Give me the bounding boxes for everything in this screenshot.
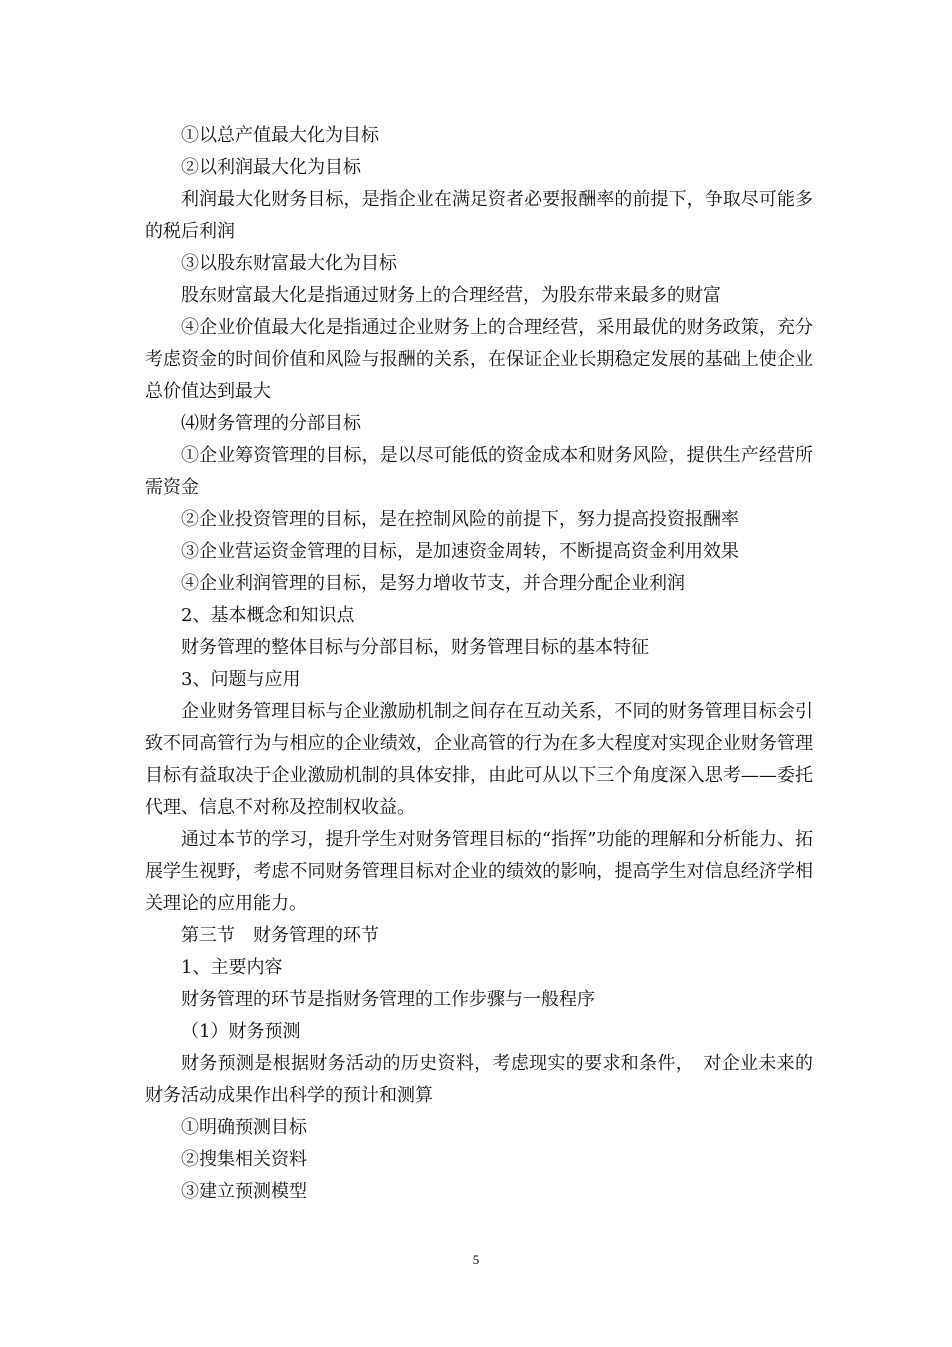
subheading-sub-goals: ⑷财务管理的分部目标: [181, 413, 361, 434]
list-item-define-target: ①明确预测目标: [181, 1117, 307, 1138]
list-item-collect-data: ②搜集相关资料: [181, 1149, 307, 1170]
paragraph-steps-def: 财务管理的环节是指财务管理的工作步骤与一般程序: [181, 989, 595, 1010]
list-item-profit-max: ②以利润最大化为目标: [181, 157, 361, 178]
list-item-financing-goal: ①企业筹资管理的目标，是以尽可能低的资金成本和财务风险，提供生产经营所需资金: [145, 445, 813, 498]
paragraph-profit-max-def: 利润最大化财务目标，是指企业在满足资者必要报酬率的前提下，争取尽可能多的税后利润: [145, 189, 813, 242]
list-item-profit-management-goal: ④企业利润管理的目标，是努力增收节支，并合理分配企业利润: [181, 573, 685, 594]
paragraph-learning-outcome: 通过本节的学习，提升学生对财务管理目标的“指挥”功能的理解和分析能力、拓展学生视野，考虑不同财务管理目标对企业的绩效的影响，提高学生对信息经济学相关理论的应用能力。: [145, 829, 813, 914]
section-heading-main-content: 1、主要内容: [181, 957, 283, 978]
paragraph-concepts: 财务管理的整体目标与分部目标，财务管理目标的基本特征: [181, 637, 649, 658]
document-body: [145, 120, 813, 1208]
section-heading-concepts: 2、基本概念和知识点: [181, 605, 355, 626]
list-item-build-model: ③建立预测模型: [181, 1181, 307, 1202]
list-item-working-capital-goal: ③企业营运资金管理的目标，是加速资金周转，不断提高资金利用效果: [181, 541, 739, 562]
subheading-financial-forecast: （1）财务预测: [181, 1021, 301, 1042]
paragraph-incentive-mechanism: 企业财务管理目标与企业激励机制之间存在互动关系，不同的财务管理目标会引致不同高管行为与相应的企业绩效，企业高管的行为在多大程度对实现企业财务管理目标有益取决于企业激励机制的具体安排，由此可从以下三个角度深入思考——委托代理、信息不对称及控制权收益。: [145, 701, 813, 818]
page-number: 5: [472, 1252, 480, 1267]
paragraph-forecast-def: 财务预测是根据财务活动的历史资料，考虑现实的要求和条件， 对企业未来的财务活动成果作出科学的预计和测算: [145, 1053, 813, 1106]
list-item-total-output: ①以总产值最大化为目标: [181, 125, 379, 146]
paragraph-enterprise-value: ④企业价值最大化是指通过企业财务上的合理经营，采用最优的财务政策，充分考虑资金的时间价值和风险与报酬的关系，在保证企业长期稳定发展的基础上使企业总价值达到最大: [145, 317, 813, 402]
paragraph-shareholder-wealth-def: 股东财富最大化是指通过财务上的合理经营，为股东带来最多的财富: [181, 285, 721, 306]
chapter-section-title: 第三节 财务管理的环节: [181, 925, 379, 946]
list-item-investment-goal: ②企业投资管理的目标，是在控制风险的前提下，努力提高投资报酬率: [181, 509, 739, 530]
list-item-shareholder-wealth: ③以股东财富最大化为目标: [181, 253, 397, 274]
section-heading-questions: 3、问题与应用: [181, 669, 301, 690]
